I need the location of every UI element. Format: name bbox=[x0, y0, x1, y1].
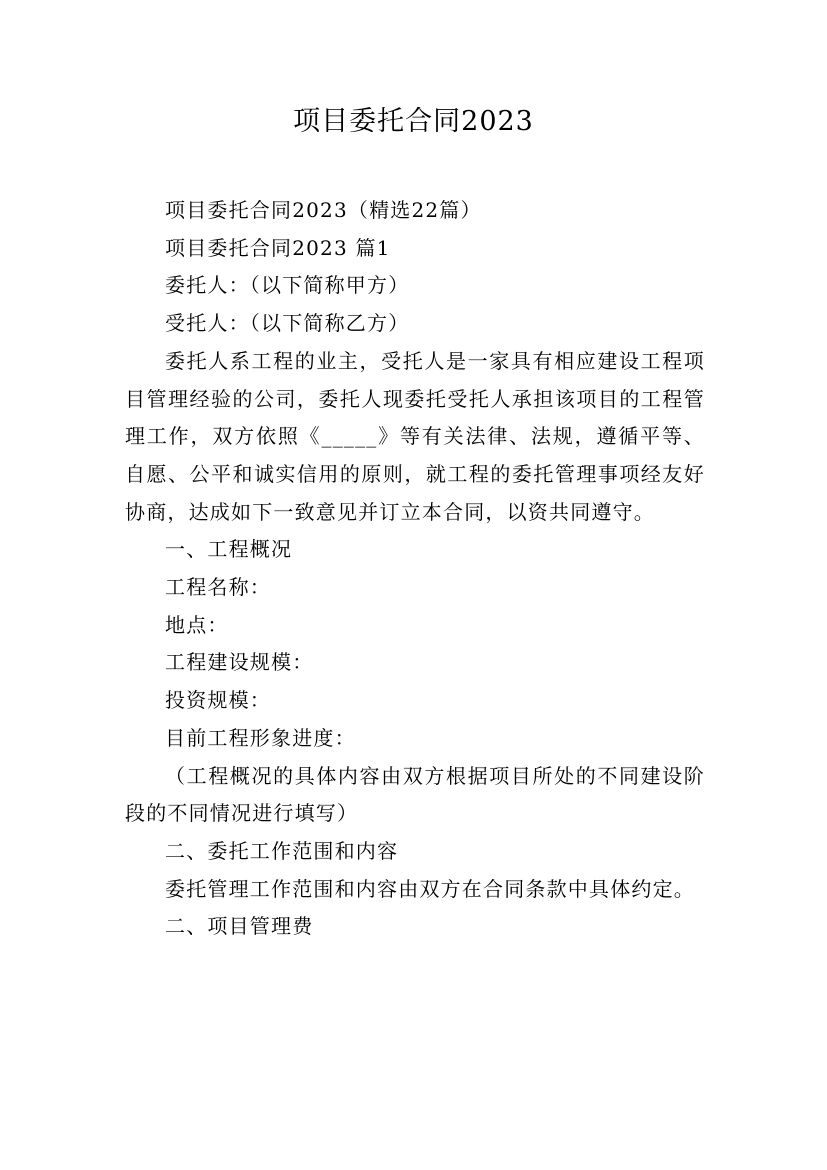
section-heading-project-overview: 一、工程概况 bbox=[165, 537, 293, 562]
section-heading-work-scope: 二、委托工作范围和内容 bbox=[165, 838, 399, 863]
field-project-name: 工程名称： bbox=[165, 575, 271, 600]
paragraph-trustee: 受托人：（以下简称乙方） bbox=[165, 311, 410, 336]
paragraph-overview-note: （工程概况的具体内容由双方根据项目所处的不同建设阶段的不同情况进行填写） bbox=[125, 763, 705, 826]
paragraph-client: 委托人：（以下简称甲方） bbox=[165, 273, 410, 298]
field-progress: 目前工程形象进度： bbox=[165, 725, 356, 750]
paragraph-work-scope: 委托管理工作范围和内容由双方在合同条款中具体约定。 bbox=[165, 876, 695, 901]
paragraph-preamble: 委托人系工程的业主，受托人是一家具有相应建设工程项目管理经验的公司，委托人现委托受托人承担该项目的工程管理工作，双方依照《_____》等有关法律、法规，遵循平等、自愿、公平和诚实信用的原则，就工程的委托管理事项经友好协商，达成如下一致意见并订立本合同，以资共同遵守。 bbox=[125, 348, 705, 524]
paragraph-collection-title: 项目委托合同2023（精选22篇） bbox=[165, 198, 482, 222]
document-title: 项目委托合同2023 bbox=[293, 106, 534, 137]
field-investment-scale: 投资规模： bbox=[165, 688, 271, 713]
field-construction-scale: 工程建设规模： bbox=[165, 650, 314, 675]
document-body bbox=[125, 192, 705, 946]
section-heading-management-fee: 二、项目管理费 bbox=[165, 914, 314, 939]
paragraph-part-heading: 项目委托合同2023 篇1 bbox=[165, 235, 391, 260]
field-location: 地点： bbox=[165, 612, 229, 637]
